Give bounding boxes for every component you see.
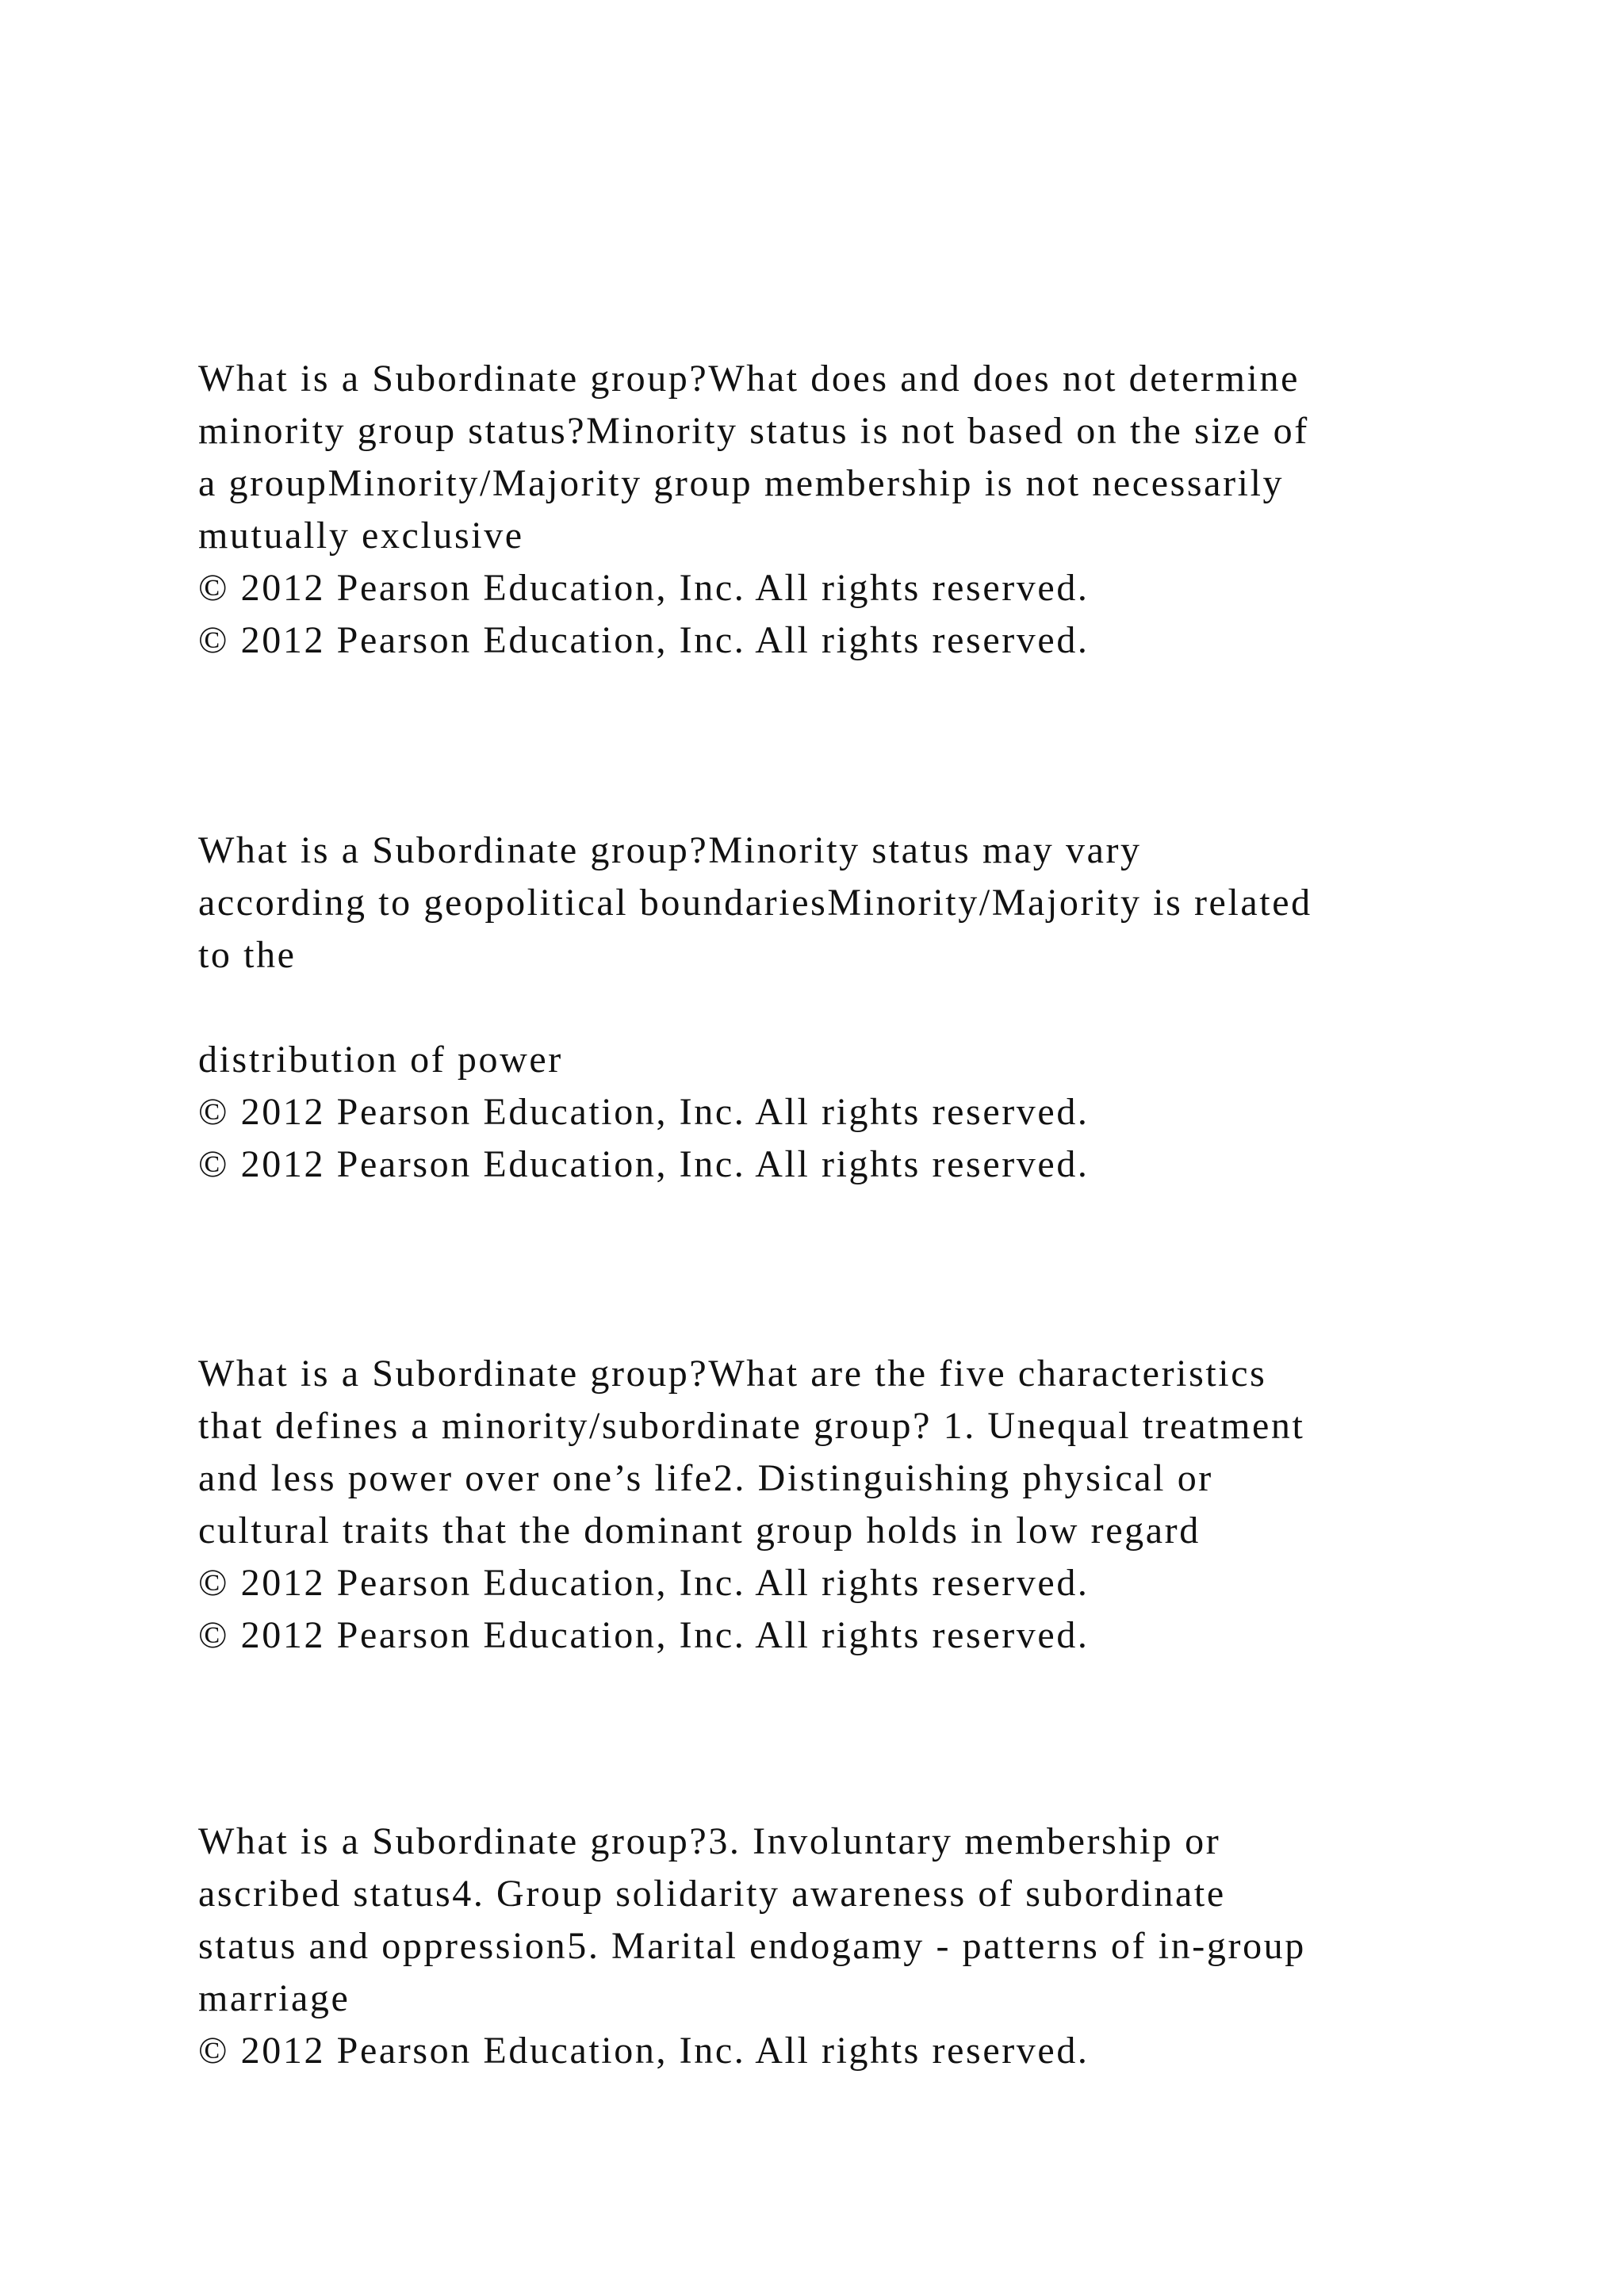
text-line: cultural traits that the dominant group holds in low regard (198, 1510, 1201, 1552)
copyright-line: © 2012 Pearson Education, Inc. All rights reserved. (198, 1562, 1090, 1604)
text-line: to the (198, 934, 297, 976)
text-line: that defines a minority/subordinate group? 1. Unequal treatment (198, 1405, 1305, 1447)
text-block-2 (198, 825, 1546, 1191)
blank-line (198, 982, 1546, 1034)
copyright-line: © 2012 Pearson Education, Inc. All rights reserved. (198, 619, 1090, 661)
text-line: according to geopolitical boundariesMinority/Majority is related (198, 882, 1312, 924)
text-line: marriage (198, 1977, 350, 2019)
text-line: distribution of power (198, 1039, 563, 1081)
text-line: and less power over one’s life2. Distinguishing physical or (198, 1457, 1213, 1499)
copyright-line: © 2012 Pearson Education, Inc. All rights reserved. (198, 2030, 1090, 2072)
text-block-1 (198, 353, 1546, 667)
text-line: a groupMinority/Majority group membership is not necessarily (198, 462, 1285, 504)
text-line: What is a Subordinate group?What are the five characteristics (198, 1353, 1267, 1395)
text-line: minority group status?Minority status is not based on the size of (198, 410, 1309, 452)
text-block-3 (198, 1348, 1546, 1662)
copyright-line: © 2012 Pearson Education, Inc. All rights reserved. (198, 1143, 1090, 1185)
text-line: mutually exclusive (198, 515, 524, 557)
copyright-line: © 2012 Pearson Education, Inc. All rights reserved. (198, 1091, 1090, 1133)
text-line: status and oppression5. Marital endogamy - patterns of in-group (198, 1925, 1306, 1967)
copyright-line: © 2012 Pearson Education, Inc. All rights reserved. (198, 567, 1090, 609)
text-line: ascribed status4. Group solidarity awareness of subordinate (198, 1873, 1226, 1915)
text-line: What is a Subordinate group?Minority status may vary (198, 829, 1142, 871)
text-line: What is a Subordinate group?What does and does not determine (198, 358, 1300, 400)
text-block-4 (198, 1816, 1546, 2077)
text-line: What is a Subordinate group?3. Involuntary membership or (198, 1820, 1221, 1862)
copyright-line: © 2012 Pearson Education, Inc. All rights reserved. (198, 1614, 1090, 1656)
